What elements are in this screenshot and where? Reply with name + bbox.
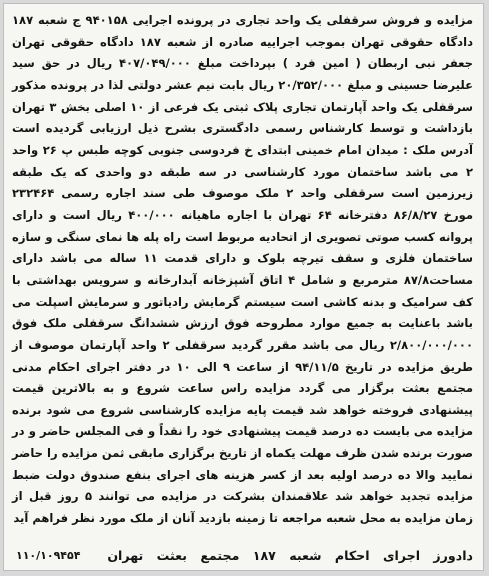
auction-notice [3,3,484,571]
notice-body: مزایده و فروش سرقفلی یک واحد تجاری در پرونده اجرایی ۹۴۰۱۵۸ ج شعبه ۱۸۷ دادگاه حقوقی تهران بموجب اجراییه صادره از شعبه ۱۸۷ دادگاه حقوقی تهران جعفر نبی اربطان ( امین فرد ) بپرداخت مبلغ ۴۰۷/۰۴۹/۰۰۰ ریال در حق سید علیرضا حسینی و مبلغ ۲۰/۳۵۲/۰۰۰ ریال بابت نیم عشر دولتی لذا در پرونده مذکور سرقفلی یک واحد آپارتمان تجاری پلاک ثبتی یک فرعی از ۱۰ اصلی بخش ۳ تهران بازداشت و توسط کارشناس رسمی دادگستری بشرح ذیل ارزیابی گردیده است آدرس ملک : میدان امام خمینی ابتدای خ فردوسی جنوبی کوچه طبس پ ۲۶ واحد ۲ می باشد ساختمان مورد کارشناسی در سه طبقه دو واحدی که یک طبقه زیرزمین است سرقفلی واحد ۲ ملک موصوف طی سند اجاره رسمی ۲۳۲۴۶۴ مورخ ۸۶/۸/۲۷ دفترخانه ۶۴ تهران با اجاره ماهیانه ۴۰۰/۰۰۰ ریال است و دارای پروانه کسب صوتی تصویری از اتحادیه مربوط است راه پله ها نمای سنگی و سازه ساختمان فلزی و سقف تیرچه بلوک و دارای قدمت ۱۱ ساله می باشد دارای مساحت۸۷/۸ مترمربع و شامل ۴ اتاق آشپزخانه آبدارخانه و سرویس بهداشتی با کف سرامیک و بدنه کاشی است سیستم گرمایش رادیاتور و سرمایش اسپلت می باشد باعنایت به جمیع موارد مطروحه فوق ارزش ششدانگ سرقفلی ملک فوق ۲/۸۰۰/۰۰۰/۰۰۰ ریال می باشد مقرر گردید سرقفلی ۲ واحد آپارتمان موصوف از طریق مزایده در تاریخ ۹۴/۱۱/۵ از ساعت ۹ الی ۱۰ در دفتر اجرای احکام مدنی مجتمع بعثت برگزار می گردد مزایده راس ساعت شروع و به بالاترین قیمت پیشنهادی فروخته خواهد شد قیمت پایه مزایده کارشناسی شروع می شود برنده مزایده می بایست ده درصد قیمت پیشنهادی خود را نقداً و فی المجلس حاضر و در صورت برنده شدن ظرف مهلت یکماه از تاریخ برگزاری مابقی ثمن مزایده را حاضر نمایید والا ده درصد اولیه بعد از کسر هزینه های اجرای بنفع صندوق دولت ضبط مزایده تجدید خواهد شد علاقمندان بشرکت در مزایده می توانند ۵ روز قبل از زمان مزایده به محل شعبه مراجعه تا زمینه بازدید آنان از ملک مورد نظر فراهم آید [12,13,474,526]
issuer-signature: دادورز اجرای احکام شعبه ۱۸۷ مجتمع بعثت تهران [107,547,473,563]
reference-number: ۱۱۰/۱۰۹۴۵۴ [16,548,81,562]
notice-footer [12,544,473,566]
